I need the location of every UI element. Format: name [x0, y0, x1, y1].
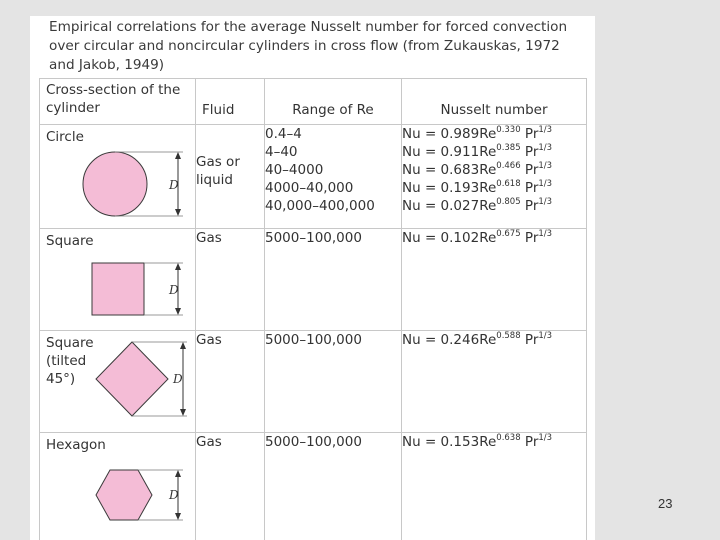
nusselt-correlation: $Nu = 0.683Re^{0.466}$ $Pr^{1/3}$ [402, 161, 553, 178]
shape-name: Circle [46, 129, 84, 145]
re-range: 5000–100,000 [265, 332, 362, 348]
hexagon-shape [96, 470, 152, 520]
re-range: 4000–40,000 [265, 180, 354, 196]
dimension-arrow [175, 308, 181, 315]
circle-shape [83, 152, 147, 216]
nusselt-correlation-table [39, 78, 587, 540]
dimension-label: D [169, 283, 179, 297]
header-fluid: Fluid [196, 79, 265, 125]
nusselt-correlation: $Nu = 0.027Re^{0.805}$ $Pr^{1/3}$ [402, 197, 553, 214]
nusselt-correlation: $Nu = 0.153Re^{0.638}$ $Pr^{1/3}$ [402, 433, 553, 450]
dimension-arrow [175, 263, 181, 270]
dimension-arrow [175, 513, 181, 520]
re-range-cell [265, 125, 402, 229]
cross-section-cell [40, 331, 196, 433]
re-range: 5000–100,000 [265, 434, 362, 450]
dimension-arrow [175, 470, 181, 477]
dimension-arrow [180, 409, 186, 416]
re-range-cell [265, 229, 402, 331]
shape-name: Hexagon [46, 437, 106, 453]
square-shape [92, 263, 144, 315]
re-range: 40,000–400,000 [265, 198, 375, 214]
dimension-arrow [175, 209, 181, 216]
square-diagram [40, 229, 196, 331]
tilted-square-shape [96, 342, 168, 416]
document-page [30, 16, 595, 540]
nusselt-correlation: $Nu = 0.246Re^{0.588}$ $Pr^{1/3}$ [402, 331, 553, 348]
re-range: 4–40 [265, 144, 298, 160]
re-range: 40–4000 [265, 162, 324, 178]
header-cross-section: Cross-section of the cylinder [40, 79, 196, 125]
re-range: 0.4–4 [265, 126, 302, 142]
cross-section-cell [40, 229, 196, 331]
table-row [40, 433, 587, 540]
dimension-arrow [175, 152, 181, 159]
nusselt-cell [402, 433, 587, 540]
table-row [40, 229, 587, 331]
table-row [40, 331, 587, 433]
page-number: 23 [658, 496, 673, 511]
hexagon-diagram [40, 433, 196, 540]
dimension-arrow [180, 342, 186, 349]
re-range: 5000–100,000 [265, 230, 362, 246]
fluid-cell: Gas [196, 331, 265, 433]
dimension-label: D [169, 488, 179, 502]
nusselt-correlation: $Nu = 0.989Re^{0.330}$ $Pr^{1/3}$ [402, 125, 553, 142]
dimension-label: D [169, 178, 179, 192]
table-caption: Empirical correlations for the average Nusselt number for forced convection over circular and noncircular cylinders in cross flow (from Zukauskas, 1972 and Jakob, 1949) [49, 19, 568, 73]
cross-section-cell [40, 125, 196, 229]
table-row [40, 125, 587, 229]
nusselt-cell [402, 331, 587, 433]
tilted-square-diagram [40, 331, 196, 433]
cross-section-cell [40, 433, 196, 540]
re-range-cell [265, 331, 402, 433]
shape-name: Square [46, 233, 94, 249]
header-range-re: Range of Re [265, 79, 402, 125]
nusselt-cell [402, 229, 587, 331]
shape-name: Square (tilted 45°) [46, 335, 94, 387]
header-nusselt-number: Nusselt number [402, 79, 587, 125]
nusselt-cell [402, 125, 587, 229]
nusselt-correlation: $Nu = 0.102Re^{0.675}$ $Pr^{1/3}$ [402, 229, 553, 246]
fluid-cell: Gas [196, 229, 265, 331]
nusselt-correlation: $Nu = 0.193Re^{0.618}$ $Pr^{1/3}$ [402, 179, 553, 196]
nusselt-correlation: $Nu = 0.911Re^{0.385}$ $Pr^{1/3}$ [402, 143, 553, 160]
table-header-row [40, 79, 587, 125]
circle-diagram [40, 125, 196, 229]
dimension-label: D [173, 372, 183, 386]
re-range-cell [265, 433, 402, 540]
fluid-cell: Gas [196, 433, 265, 540]
fluid-cell: Gas or liquid [196, 125, 265, 229]
